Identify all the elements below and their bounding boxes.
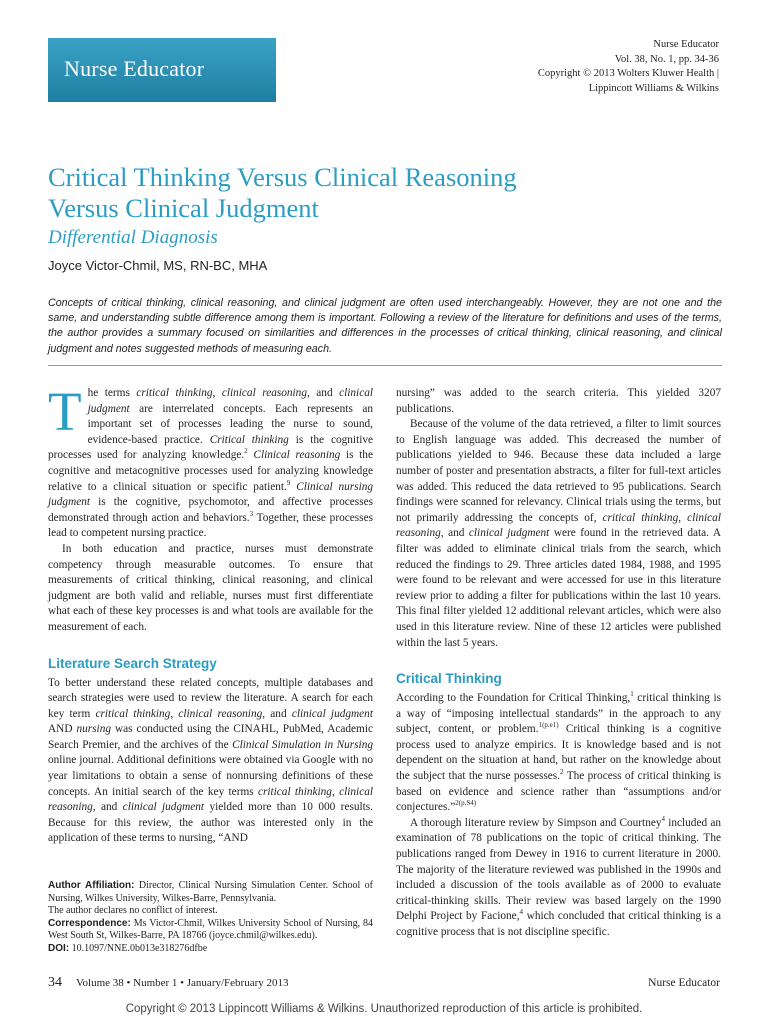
- page-number: 34: [48, 975, 62, 990]
- article-subtitle: Differential Diagnosis: [48, 227, 218, 248]
- meta-publisher: Lippincott Williams & Wilkins: [588, 82, 719, 94]
- citation: 2: [244, 447, 248, 456]
- correspondence-line: Correspondence: Ms Victor-Chmil, Wilkes University School of Nursing, 84 West South St, Wilkes-Barre, PA 18766 (joyce.chmil@wilkes.edu).: [48, 917, 373, 942]
- journal-banner: [48, 38, 276, 102]
- article-title-line2: Versus Clinical Judgment: [48, 193, 319, 223]
- citation: 4: [519, 908, 524, 917]
- citation: 3: [249, 509, 254, 518]
- section-heading-literature-search: Literature Search Strategy: [48, 655, 217, 671]
- paragraph: To better understand these related concepts, multiple databases and search strategies were used to review the literature. A search for each key term critical thinking, clinical reasoning, and clinical judgment AND nursing was conducted using the CINAHL, PubMed, Academic Search Premier, and the archives of the Clinical Simulation in Nursing online journal. Additional definitions were obtained via Google with no year limitations to obtain a sense of nonnursing definitions of these concepts. An initial search of the key terms critical thinking, clinical reasoning, and clinical judgment yielded more than 10 000 results. Because for this review, the author was interested only in the application of these terms to nursing, “AND: [48, 676, 373, 845]
- issue-info: Volume 38 • Number 1 • January/February 2013: [76, 977, 289, 989]
- article-title-line1: Critical Thinking Versus Clinical Reasoning: [48, 162, 517, 192]
- journal-banner-title: Nurse Educator: [64, 56, 205, 81]
- footer-journal-name: Nurse Educator: [648, 977, 720, 989]
- paragraph: According to the Foundation for Critical Thinking,$^1$ critical thinking is a way of “imposing intellectual standards” in the approach to any subject, content, or problem.$^{1(p.e1)}$ Critical thinking is a cognitive process used to analyze empirics. It is knowledge based and is not dependent on the situation at hand, but rather on the knowledge about the subject that the nurse possesses.$^2$ The process of critical thinking is based on evidence and science rather than “assumptions and/or conjectures.”$^{2(p.S4)}$: [396, 690, 721, 814]
- section-heading-critical-thinking: Critical Thinking: [396, 671, 502, 687]
- meta-volume: Vol. 38, No. 1, pp. 34-36: [614, 53, 719, 65]
- article-author: Joyce Victor-Chmil, MS, RN-BC, MHA: [48, 258, 268, 273]
- paragraph: In both education and practice, nurses must demonstrate competency through measurable outcomes. To ensure that measurements of critical thinking, clinical reasoning, and clinical judgment are both valid and reliable, nurses must first differentiate what each of these key processes is and what tools are available for the measurement of each.: [48, 542, 373, 633]
- journal-meta: [459, 38, 719, 96]
- conflict-statement: The author declares no conflict of interest.: [48, 905, 218, 917]
- right-column: [396, 386, 721, 941]
- left-column: [48, 381, 374, 847]
- citation: 2(p.S4): [455, 799, 477, 808]
- author-affiliation: [48, 880, 373, 956]
- article-abstract: Concepts of critical thinking, clinical reasoning, and clinical judgment are often used interchangeably. However, they are not one and the same, and understanding subtle difference among them is important. Following a review of the literature for definitions and uses of the terms, the author provides a summary focused on similarities and differences in the processes of critical thinking, clinical reasoning, and clinical judgment and notes suggested methods of measuring each.: [48, 297, 722, 355]
- citation: 2: [560, 768, 564, 777]
- page-footer-left: [48, 975, 289, 991]
- affiliation-line: Author Affiliation: Director, Clinical Nursing Simulation Center. School of Nursing, Wilkes University, Wilkes-Barre, Pennsylvania.: [48, 880, 373, 904]
- article-title: [48, 162, 728, 224]
- drop-cap: T: [48, 381, 82, 442]
- intro-paragraph: The terms critical thinking, clinical reasoning, and clinical judgment are interrelated concepts. Each represents an important set of processes leading the nurse to sound, evidence-based practice. Critical thinking is the cognitive processes used for analyzing knowledge.$^2$ Clinical reasoning is the cognitive and metacognitive processes used for analyzing knowledge relative to a clinical situation or specific patient.$^9$ Clinical nursing judgment is the cognitive, psychomotor, and affective processes demonstrated through action and behaviors.$^3$ Together, these processes lead to competent nursing practice.: [48, 381, 374, 540]
- meta-journal: Nurse Educator: [653, 39, 719, 50]
- citation: 1: [630, 690, 634, 699]
- citation: 1(p.e1): [538, 721, 559, 730]
- paragraph: A thorough literature review by Simpson and Courtney$^4$ included an examination of 78 publications on the topic of critical thinking. The publications ranged from Dewey in 1916 to current literature in 2000. The majority of the literature reviewed was published in the 1990s and included a discussion of the tools available as of 2000 to evaluate critical-thinking skills. Their review was based largely on the 1990 Delphi Project by Facione,$^4$ which concluded that critical thinking is a cognitive process that is not discipline specific.: [396, 815, 721, 938]
- meta-copyright: Copyright © 2013 Wolters Kluwer Health |: [537, 68, 719, 79]
- abstract-divider: [48, 365, 722, 366]
- paragraph: Because of the volume of the data retrieved, a filter to limit sources to English language was added. This decreased the number of publications yielded to 946. Because these data included a large number of poster and presentation abstracts, a filter for full-text articles was added. This reduced the data retrieved to 95 publications. Search findings were scanned for relevancy. Clinical trials using the terms, but not primarily addressing the concepts of, critical thinking, clinical reasoning, and clinical judgment were found in the retrieved data. A filter was added to eliminate clinical trials from the search, which reduced the findings to 29. Three articles dated 1984, 1988, and 1995 were found to be relevant and were accessed for use in this literature review prior to adding a filter for publications within the last 10 years. This final filter yielded 12 additional relevant articles, which were also used in this literature review. Nine of these 12 articles were published within the last 5 years.: [396, 418, 721, 649]
- citation: 4: [661, 815, 665, 824]
- doi-line: DOI: 10.1097/NNE.0b013e318276dfbe: [48, 942, 208, 954]
- citation: 9: [286, 478, 291, 487]
- copyright-notice: Copyright © 2013 Lippincott Williams & Wilkins. Unauthorized reproduction of this article is prohibited.: [125, 1003, 643, 1015]
- paragraph: nursing” was added to the search criteria. This yielded 3207 publications.: [396, 387, 721, 415]
